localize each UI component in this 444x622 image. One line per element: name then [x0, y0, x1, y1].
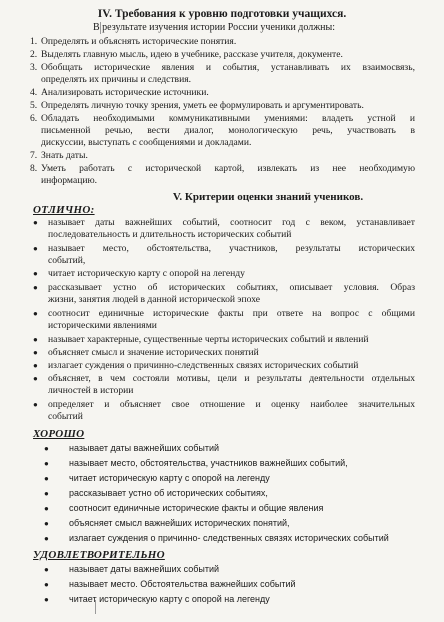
list-number: 5.: [30, 100, 38, 111]
criteria-text: соотносит единичные исторические факты при ответе на вопрос с общими: [48, 308, 415, 319]
criteria-text: объясняет, в чем состояли мотивы, цели и результаты деятельности отдельных: [48, 373, 415, 384]
list-item-text: Определять и объяснять исторические понятия.: [41, 36, 237, 47]
section-5-title: V. Критерии оценки знаний учеников.: [172, 191, 364, 203]
bullet-icon: ●: [33, 400, 38, 409]
list-number: 3.: [30, 62, 38, 73]
criteria-text: называет место. Обстоятельства важнейших событий: [69, 579, 296, 589]
criteria-text: называет характерные, существенные черты исторических событий и явлений: [48, 334, 369, 345]
list-number: 8.: [30, 163, 38, 174]
criteria-text: определяет и объясняет свое отношение и оценку наиболее значительных: [48, 399, 415, 410]
bullet-icon: ●: [44, 534, 49, 543]
grade-satisfactory-label: УДОВЛЕТВОРИТЕЛЬНО: [33, 549, 165, 561]
list-item-text: определять их причины и следствия.: [41, 74, 192, 85]
bullet-icon: ●: [33, 244, 38, 253]
bullet-icon: ●: [33, 269, 38, 278]
bullet-icon: ●: [44, 565, 49, 574]
list-item-text: Определять личную точку зрения, уметь ее формулировать и аргументировать.: [41, 100, 364, 111]
bullet-icon: ●: [33, 218, 38, 227]
grade-excellent-label: ОТЛИЧНО:: [33, 204, 95, 216]
bullet-icon: ●: [33, 361, 38, 370]
criteria-text: называет даты важнейших событий: [69, 564, 219, 574]
list-item-text: письменной речью, вести диалог, монологическую речь, участвовать в: [41, 125, 415, 136]
criteria-text: жизни, занятия людей в данной исторической эпохе: [48, 294, 261, 305]
criteria-text: рассказывает устно об исторических событиях, описывает условия. Образ: [48, 282, 415, 293]
list-number: 1.: [30, 36, 38, 47]
grade-good-label: ХОРОШО: [33, 428, 85, 440]
list-item-text: Уметь работать с исторической картой, извлекать из нее необходимую: [41, 163, 415, 174]
list-item-text: информацию.: [41, 175, 98, 186]
list-item-text: Знать даты.: [41, 150, 88, 161]
bullet-icon: ●: [33, 348, 38, 357]
criteria-text: историческими явлениями: [48, 320, 157, 331]
criteria-text: излагает суждения о причинно- следственных связях исторических событий: [69, 533, 389, 543]
bullet-icon: ●: [44, 595, 49, 604]
bullet-icon: ●: [44, 459, 49, 468]
bullet-icon: ●: [44, 474, 49, 483]
list-item-text: дискуссии, выступать с сообщениями и докладами.: [41, 137, 252, 148]
list-number: 6.: [30, 113, 38, 124]
bullet-icon: ●: [33, 374, 38, 383]
bullet-icon: ●: [44, 444, 49, 453]
criteria-text: последовательность и длительность исторических событий: [48, 229, 292, 240]
criteria-text: рассказывает устно об исторических событиях,: [69, 488, 268, 498]
criteria-text: излагает суждения о причинно-следственных связях исторических событий: [48, 360, 359, 371]
list-number: 4.: [30, 87, 38, 98]
criteria-text: называет даты важнейших событий: [69, 443, 219, 453]
criteria-text: читает историческую карту с опорой на легенду: [69, 594, 270, 604]
bullet-icon: ●: [33, 309, 38, 318]
list-item-text: Обобщать исторические явления и события, устанавливать их взаимосвязь,: [41, 62, 415, 73]
criteria-text: объясняет смысл важнейших исторических понятий,: [69, 518, 290, 528]
section-4-intro: В результате изучения истории России ученики должны:: [93, 22, 336, 33]
list-item-text: Анализировать исторические источники.: [41, 87, 209, 98]
criteria-text: личностей в истории: [48, 385, 134, 396]
list-item-text: Выделять главную мысль, идею в учебнике, рассказе учителя, документе.: [41, 49, 343, 60]
bullet-icon: ●: [44, 580, 49, 589]
bullet-icon: ●: [33, 283, 38, 292]
bullet-icon: ●: [44, 504, 49, 513]
criteria-text: событий,: [48, 255, 86, 266]
criteria-text: читает историческую карту с опорой на легенду: [48, 268, 245, 279]
criteria-text: читает историческую карту с опорой на легенду: [69, 473, 270, 483]
criteria-text: объясняет смысл и значение исторических понятий: [48, 347, 259, 358]
bullet-icon: ●: [44, 519, 49, 528]
criteria-text: называет место, обстоятельства, участников важнейших событий,: [69, 458, 348, 468]
list-number: 2.: [30, 49, 38, 60]
section-4-title: IV. Требования к уровню подготовки учащихся.: [97, 8, 347, 20]
list-number: 7.: [30, 150, 38, 161]
criteria-text: событий: [48, 411, 83, 422]
list-item-text: Обладать необходимыми коммуникативными умениями: владеть устной и: [41, 113, 415, 124]
bullet-icon: ●: [33, 335, 38, 344]
criteria-text: называет место, обстоятельства, участников, результаты исторических: [48, 243, 415, 254]
bullet-icon: ●: [44, 489, 49, 498]
criteria-text: соотносит единичные исторические факты и общие явления: [69, 503, 324, 513]
criteria-text: называет даты важнейших событий, соотносит год с веком, устанавливает: [48, 217, 415, 228]
